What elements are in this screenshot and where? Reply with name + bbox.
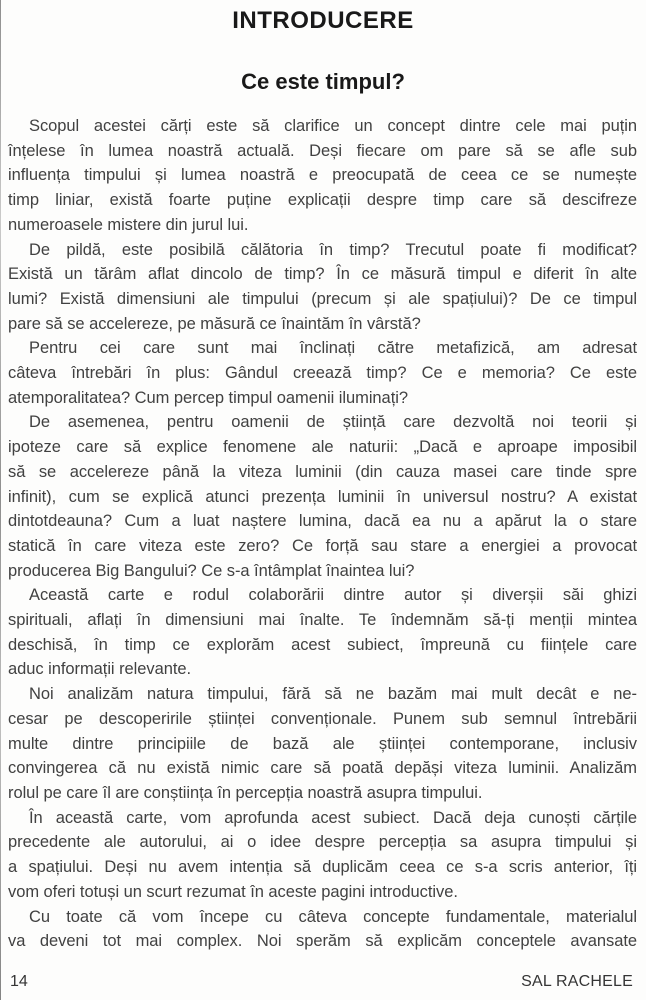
paragraph (8, 806, 637, 905)
text-line: precedente ale autorului, ai o idee despre percepția sa asupra timpului și (8, 833, 637, 852)
text-line: vom oferi totuși un scurt rezumat în aceste pagini introductive. (8, 882, 458, 901)
text-line: Pentru cei care sunt mai înclinați către metafizică, am adresat (29, 339, 637, 358)
text-line: să se accelereze până la viteza luminii (din cauza masei care tinde spre (8, 462, 637, 481)
text-line: rolul pe care îl are conștiința în percepția noastră asupra timpului. (8, 783, 483, 802)
text-line: aduc informații relevante. (8, 660, 192, 679)
scan-edge-line (0, 0, 1, 1000)
paragraph (8, 114, 637, 238)
text-line: câteva întrebări în plus: Gândul creează timp? Ce e memoria? Ce este (8, 364, 637, 383)
paragraph (8, 583, 637, 682)
text-line: numeroasele mistere din jurul lui. (8, 215, 249, 234)
paragraph (8, 905, 637, 954)
text-line: lumi? Există dimensiuni ale timpului (precum și ale spațiului)? De ce timpul (8, 289, 637, 308)
text-line: Cu toate că vom începe cu câteva concepte fundamentale, materialul (29, 907, 637, 926)
text-line: multe dintre principiile de bază ale științei contemporane, inclusiv (8, 734, 637, 753)
paragraph (8, 682, 637, 806)
text-line: timp liniar, există foarte puține explicații despre timp care să descifreze (8, 191, 637, 210)
text-line: În această carte, vom aprofunda acest subiect. Dacă deja cunoști cărțile (29, 808, 637, 827)
text-line: înțelese în lumea noastră actuală. Deși fiecare om pare să se afle sub (8, 141, 637, 160)
text-line: pare să se accelereze, pe măsură ce înaintăm în vârstă? (8, 314, 421, 333)
running-head-author: SAL RACHELE (521, 973, 633, 990)
text-line: De asemenea, pentru oamenii de știință care dezvoltă noi teorii și (29, 413, 637, 432)
text-line: dintotdeauna? Cum a luat naștere lumina, dacă ea nu a apărut la o stare (8, 512, 637, 531)
text-line: spirituali, aflați în dimensiuni mai înalte. Te îndemnăm să-ți menții mintea (8, 611, 637, 630)
text-line: ipoteze care să explice fenomene ale naturii: „Dacă e aproape imposibil (8, 438, 637, 457)
body-text (8, 114, 637, 954)
text-line: Această carte e rodul colaborării dintre autor și diverșii săi ghizi (29, 586, 637, 605)
page-footer (10, 973, 633, 991)
text-line: Există un tărâm aflat dincolo de timp? În ce măsură timpul e diferit în alte (8, 265, 637, 284)
text-line: infinit), cum se explică atunci prezența luminii în universul nostru? A existat (8, 487, 637, 506)
text-line: deschisă, în timp ce explorăm acest subiect, împreună cu ființele care (8, 635, 637, 654)
text-line: convingerea că nu există nimic care să poată depăși viteza luminii. Analizăm (8, 759, 637, 778)
page-number: 14 (10, 973, 28, 990)
text-line: va deveni tot mai complex. Noi sperăm să explicăm conceptele avansate (8, 932, 637, 951)
text-line: statică în care viteza este zero? Ce forță sau stare a energiei a provocat (8, 536, 637, 555)
text-line: cesar pe descoperirile științei convenționale. Punem sub semnul întrebării (8, 709, 637, 728)
text-line: producerea Big Bangului? Ce s-a întâmplat înaintea lui? (8, 561, 415, 580)
text-line: Scopul acestei cărți este să clarifice un concept dintre cele mai puțin (29, 117, 637, 135)
chapter-title: INTRODUCERE (232, 7, 414, 34)
text-line: De pildă, este posibilă călătoria în timp? Trecutul poate fi modificat? (29, 240, 637, 259)
paragraph (8, 238, 637, 337)
paragraph (8, 410, 637, 583)
text-line: atemporalitatea? Cum percep timpul oamenii iluminați? (8, 388, 408, 407)
text-line: Noi analizăm natura timpului, fără să ne bazăm mai mult decât e ne- (29, 685, 637, 704)
paragraph (8, 336, 637, 410)
text-line: a spațiului. Deși nu avem intenția să duplicăm ceea ce s-a scris anterior, îți (8, 858, 637, 877)
text-line: influența timpului și lumea noastră e preocupată de ceea ce se numește (8, 166, 637, 185)
section-title: Ce este timpul? (241, 69, 405, 94)
